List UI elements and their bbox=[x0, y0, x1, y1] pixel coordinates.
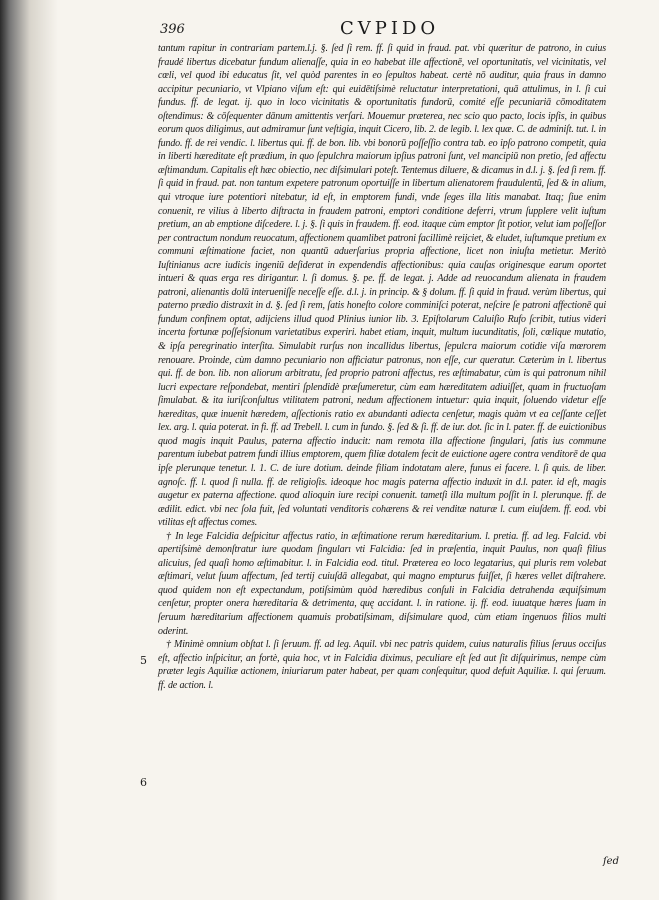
margin-number-6: 6 bbox=[140, 776, 147, 789]
paragraph-main: tantum rapitur in contrariam partem.l.j. §. ſed ſi rem. ff. ſi quid in fraud. pat. vbi quæritur de patrono, in cuius fraudé libertus dicebatur fundum alienaſſe, quia in eo habebat ille affectionē, vel oportunitatis, vel vicinitatis, vel cœli, vel quod ibi educatus ſit, vel quòd parentes in eo ſepultos habeat. certè nō auditur, quia fraus in damno accipitur pecuniario, vt Vlpiano viſum eſt: qui euidētiſsimè reluctatur interpretationi, quā attulimus, in l. ſi cui fundus. ff. de legat. ij. quo in loco vicinitatis & oportunitatis fundorū, comité eſſe pecuniariā cōmoditatem oſtendimus: & cōſequenter dānum amittentis verſari. Mouemur præterea, nec scio quo pacto, locis ipſis, in quibus eorum quos diligimus, aut admiramur ſunt veſtigia, inquit Cicero, lib. 2. de legib. l. lex quæ. C. de adminiſt. tut. l. in fundo. ff. de rei vendic. l. libertus qui. ff. de bon. lib. vbi bonorū poſſeſſio contra tab. eo ipſo patrono competit, quia in liberti hæreditate eſt prædium, in quo ſepulchra maiorum ipſius patroni ſunt, vel mancipiū non pretio, ſed affectu æſtimandum. Capitalis eſt hæc obiectio, nec diſsimulari poteſt. Tentemus diluere, & dicamus in d.l. j. §. ſed ſi rem. ff. ſi quid in fraud. pat. non tantum expetere patronum oportuiſſe in libertum alienatorem fraudulentū, ſed & in alium, qui vtroque iure potentiori nitebatur, id eſt, in emptorem fundi, vnde ſeges illa litis manabat. Itaq; ſiue enim conuenit, re vilius à liberto diſtracta in fraudem patroni, emptori conditione deferri, vtrum ſupplere velit iuſtum pretium, an ab emptione diſcedere. l. j. §. ſi quis in fraudem. ff. eod. itaque cùm emptor ſit potior, velut iam poſſeſſor per contractum nondum reuocatum, affectionem quamlibet patroni facillimè reijciet, & eludet, iuſtumque pretium ex communi æſtimatione faciet, non quantū aduerſarius propria affectione, licet non iniuſta metietur. Meritò Iuſtinianus acre iudicis ingeniū deſiderat in expendendis affectionibus: quia cauſas originesque earum oportet intueri & quas erga res dirigantur. l. ſi domus. §. pe. ff. de legat. j. Adde ad reuocandum alienata in fraudem patroni, alienantis dolū interueniſſe neceſſe eſſe. d.l. j. in princip. & § dolum. ff. ſi quid in fraud. verùm libertus, qui paterno prædio distraxit in d. §. ſed ſi rem, ſatis honeſto colore comminiſci poterat, neſcire ſe patroni affectionē qui fundum confinem optat, adijciens illud quod Plinius iunior lib. 3. Epiſtolarum Caluiſio Rufo ſcribit, tutius videri incerta fortunæ poſſeſsionum varietatibus experiri. habet etiam, inquit, multum iucunditatis, ſoli, cœlique mutatio, & ipſa peregrinatio interſita. Simulabit rurſus non incallidus libertus, ſepulcra maiorum cotidie viſa mœrorem renouare. Proinde, cùm damno pecuniario non afficiatur patronus, non eſſe, cur queratur. Cæterùm in l. libertus qui. ff. de bon. lib. non aliorum arbitratu, ſed proprio patroni affectus, res æſtimabatur, cùm is qui patronum nihil lucri expectare reſpondebat, mentiri ſplendidè præſumeretur, cùm eam hæreditatem adiuiſſet, quam in fructuoſam ſimulabat. & ita iuriſconſultus vtilitatem patroni, nedum affectionem intuetur: quia inquit, ſoluendo videtur eſſe hæreditas, quæ inuenit hæredem, aſſectionis ratio ex abundanti adiecta cenſetur, magis quàm vt ea ceſſante ceſſet lex. arg. l. quia poterat. in fi. ff. ad Trebell. l. cum in fundo. §. ſed & ſi. ff. de iur. dot. ſic in l. pater. ff. de euictionibus quod magis inquit Paulus, paterna affectio inducit: nam remota illa affectione ſingulari, ſatis ius commune parentum iubebat patrem fundi illius emptorem, quem filiæ dotalem fecit de euictione agere contra venditorē de qua ipſe plerunque tenetur. l. 1. C. de iure dotium. deinde filiam indotatam alere, funus ei facere. l. ſi quis. de liber. agnoſc. ff. l. quod ſi nulla. ff. de religioſis. ideoque hoc magis paterna affectio induxit in d.l. pater. id eſt, magis augetur ex paterna affectione. quod alioquin iure recipi conuenit. tametſi illa multum poſſit in l. plerunque. ff. de ædilit. edict. vbi nec ſola fuit, ſed voluntati venditoris cohærens & rei venditæ naturæ l. cum eiuſdem. ff. eod. vbi vtilitas eſt affectus comes. bbox=[158, 43, 606, 529]
body-text bbox=[158, 42, 606, 692]
binding-gutter-shadow bbox=[0, 0, 58, 900]
margin-number-5: 5 bbox=[140, 654, 147, 667]
paragraph-falcidia: † In lege Falcidia deſpicitur affectus ratio, in æſtimatione rerum hæreditarium. l. pretia. ff. ad leg. Falcid. vbi apertiſsimè demonſtratur iure quodam ſinguları vti Falcidia: ſed in præſentia, inquit Paulus, non quaſi filius alicuius, ſed quaſi homo æſtimabitur. l. in Falcidia eod. titul. Præterea eo loco legatarius, qui pluris rem volebat æſtimari, velut ſuum affectum, ſed tertij cuiuſdā allegabat, qui magno empturus fuiſſet, ſi hæres vellet diſtrahere. quod quidem non eſt expectandum, potiſsimùm quòd hæredibus conſuli in Falcidia detrahenda æquiſsimum cenſetur, propter onera hæreditaria & detrimenta, quę accidant. l. in ratione. ij. ff. eod. iuuatque hæres ſuam in ſeruum hæreditarium affectionem quamuis probatiſsimam, diſsimulare quod, cùm etiam ingenuos filios multi oderint. bbox=[158, 530, 606, 637]
paragraph-aquilia: † Minimè omnium obſtat l. ſi ſeruum. ff. ad leg. Aquil. vbi nec patris quidem, cuius naturalis filius ſeruus occiſus eſt, affectio inſpicitur, an fortè, quia hoc, vt in Falcidia diximus, peculiare eſt ſed aut ſit diſquirimus, nempe cùm præter legis Aquiliæ actionem, iniuriarum pater habeat, per quam conſequitur, quod defuit Aquiliæ. l. qui ſeruum. ff. de action. l. bbox=[158, 639, 606, 691]
page-number: 396 bbox=[160, 22, 185, 37]
running-head: CVPIDO bbox=[340, 18, 440, 39]
catchword: ſed bbox=[602, 856, 619, 867]
